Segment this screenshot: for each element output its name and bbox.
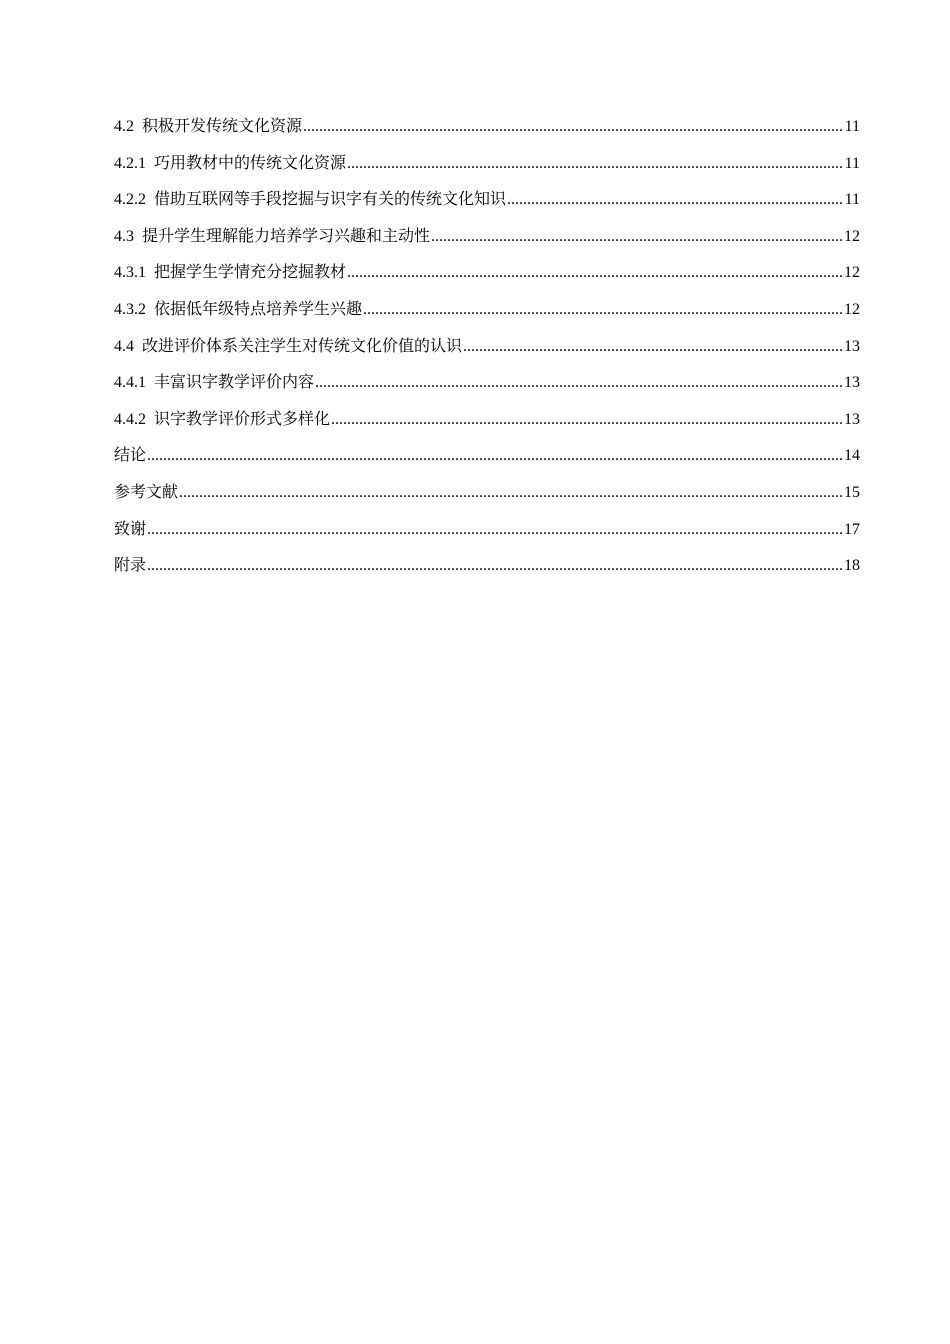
toc-entry-appendix[interactable]	[114, 552, 860, 589]
toc-leader-dots	[303, 113, 844, 141]
toc-entry-number: 4.3.2	[114, 300, 146, 318]
toc-entry-page: 13	[844, 410, 860, 428]
toc-entry-conclusion[interactable]	[114, 442, 860, 479]
toc-entry-page: 11	[844, 154, 860, 172]
toc-entry-number: 4.3.1	[114, 264, 146, 282]
toc-entry-4-3-2[interactable]	[114, 296, 860, 333]
toc-entry-title: 致谢	[114, 520, 147, 538]
toc-leader-dots	[331, 406, 843, 434]
toc-entry-4-3-1[interactable]	[114, 259, 860, 296]
toc-entry-title: 依据低年级特点培养学生兴趣	[154, 300, 363, 318]
toc-entry-title: 提升学生理解能力培养学习兴趣和主动性	[142, 227, 431, 245]
toc-entry-4-2[interactable]	[114, 113, 860, 150]
table-of-contents	[114, 113, 860, 589]
toc-entry-title: 把握学生学情充分挖掘教材	[154, 264, 347, 282]
toc-leader-dots	[347, 259, 843, 287]
toc-leader-dots	[179, 479, 843, 507]
toc-entry-page: 14	[844, 447, 860, 465]
toc-entry-title: 借助互联网等手段挖掘与识字有关的传统文化知识	[154, 191, 507, 209]
toc-entry-4-4[interactable]	[114, 333, 860, 370]
toc-leader-dots	[147, 516, 843, 544]
toc-entry-page: 17	[844, 520, 860, 538]
toc-entry-title: 巧用教材中的传统文化资源	[154, 154, 347, 172]
toc-leader-dots	[463, 333, 843, 361]
toc-entry-number: 4.2.1	[114, 154, 146, 172]
toc-entry-page: 11	[844, 191, 860, 209]
toc-entry-4-2-1[interactable]	[114, 150, 860, 187]
toc-entry-number: 4.2.2	[114, 191, 146, 209]
toc-entry-references[interactable]	[114, 479, 860, 516]
toc-entry-page: 13	[844, 374, 860, 392]
toc-entry-page: 18	[844, 557, 860, 575]
toc-leader-dots	[347, 150, 844, 178]
toc-entry-number: 4.2	[114, 118, 134, 135]
toc-entry-acknowledgements[interactable]	[114, 516, 860, 553]
toc-entry-title: 积极开发传统文化资源	[142, 118, 303, 135]
toc-leader-dots	[147, 552, 843, 580]
toc-entry-title: 参考文献	[114, 483, 179, 501]
toc-entry-page: 11	[844, 118, 860, 135]
toc-entry-4-2-2[interactable]	[114, 186, 860, 223]
toc-entry-page: 13	[844, 337, 860, 355]
toc-leader-dots	[147, 442, 843, 470]
toc-entry-title: 结论	[114, 447, 147, 465]
toc-entry-title: 改进评价体系关注学生对传统文化价值的认识	[142, 337, 463, 355]
toc-entry-page: 12	[844, 227, 860, 245]
toc-entry-title: 丰富识字教学评价内容	[154, 374, 315, 392]
toc-entry-page: 12	[844, 264, 860, 282]
toc-entry-number: 4.4	[114, 337, 134, 355]
toc-entry-number: 4.3	[114, 227, 134, 245]
toc-leader-dots	[431, 223, 843, 251]
toc-leader-dots	[363, 296, 843, 324]
toc-leader-dots	[315, 369, 843, 397]
toc-entry-title: 附录	[114, 557, 147, 575]
toc-entry-4-3[interactable]	[114, 223, 860, 260]
toc-leader-dots	[507, 186, 844, 214]
toc-entry-4-4-2[interactable]	[114, 406, 860, 443]
toc-entry-number: 4.4.1	[114, 374, 146, 392]
toc-entry-4-4-1[interactable]	[114, 369, 860, 406]
toc-entry-page: 12	[844, 300, 860, 318]
toc-entry-title: 识字教学评价形式多样化	[154, 410, 331, 428]
toc-entry-page: 15	[844, 483, 860, 501]
toc-entry-number: 4.4.2	[114, 410, 146, 428]
